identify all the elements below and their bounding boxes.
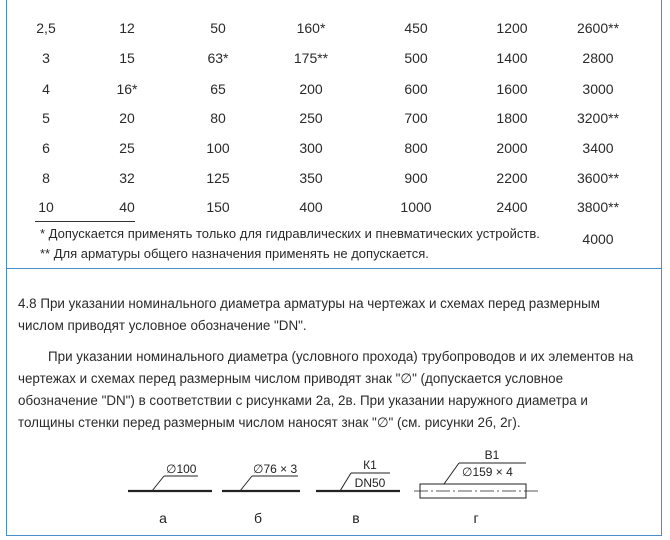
table-cell: 40	[119, 199, 135, 215]
table-cell: 900	[404, 170, 428, 186]
figure-a	[128, 462, 212, 491]
table-cell: 150	[206, 199, 230, 215]
figure-a-text: ∅100	[166, 462, 197, 476]
table-cell: 700	[404, 110, 428, 126]
table-cell: 32	[119, 170, 135, 186]
paragraph-2-line-4: толщины стенки перед размерным числом наносят знак "∅" (см. рисунки 2б, 2г).	[18, 415, 521, 430]
table-cell: 125	[206, 170, 230, 186]
table-cell: 2200	[496, 170, 528, 186]
figure-g-top-text: В1	[484, 448, 500, 462]
table-cell: 12	[119, 20, 135, 36]
table-cell: 3400	[582, 140, 614, 156]
table-cell: 600	[404, 81, 428, 97]
table-cell: 160*	[296, 20, 326, 36]
figure-b-text: ∅76 × 3	[253, 462, 298, 476]
table-cell: 175**	[293, 50, 329, 66]
table-cell: 3000	[582, 81, 614, 97]
table-cell: 400	[299, 199, 323, 215]
table-cell: 20	[119, 110, 135, 126]
table-cell: 1200	[496, 20, 528, 36]
table-cell: 1800	[496, 110, 528, 126]
table-cell: 250	[299, 110, 323, 126]
footnote-1: * Допускается применять только для гидравлических и пневматических устройств.	[40, 226, 540, 241]
table-cell: 100	[206, 140, 230, 156]
paragraph-2-line-3: обозначение "DN") в соответствии с рисунками 2а, 2в. При указании наружного диаметра и	[18, 393, 588, 408]
table-cell: 1000	[400, 199, 432, 215]
table-cell: 8	[42, 170, 50, 186]
figure-g-caption: г	[473, 510, 479, 526]
paragraph-1-line-1: 4.8 При указании номинального диаметра арматуры на чертежах и схемах перед размерным	[18, 296, 600, 311]
paragraph-2-line-2: чертежах и схемах перед размерным числом приводят знак "∅" (допускается условное	[18, 371, 564, 386]
table-cell: 800	[404, 140, 428, 156]
footnote-2: ** Для арматуры общего назначения применять не допускается.	[40, 246, 429, 261]
table-cell: 2800	[582, 50, 614, 66]
table-cell: 25	[119, 140, 135, 156]
table-cell: 50	[210, 20, 226, 36]
figure-b	[222, 462, 300, 491]
table-cell: 3800**	[576, 199, 620, 215]
table-cell: 10	[38, 199, 54, 215]
table-cell: 200	[299, 81, 323, 97]
table-cell: 450	[404, 20, 428, 36]
table-cell: 4	[42, 81, 50, 97]
table-cell: 1400	[496, 50, 528, 66]
table-cell: 5	[42, 110, 50, 126]
table-cell: 350	[299, 170, 323, 186]
table-cell: 500	[404, 50, 428, 66]
figure-g	[414, 448, 538, 498]
table-cell: 15	[119, 50, 135, 66]
table-cell: 16*	[116, 81, 138, 97]
table-cell: 3600**	[576, 170, 620, 186]
table-cell: 65	[210, 81, 226, 97]
figure-v	[316, 458, 400, 491]
paragraph-1-line-2: числом приводят условное обозначение "DN".	[18, 318, 307, 333]
table-extra-value: 4000	[582, 231, 614, 247]
table-cell: 3	[42, 50, 50, 66]
table-cell: 6	[42, 140, 50, 156]
figure-b-caption: б	[253, 510, 263, 526]
figure-v-bottom-text: DN50	[354, 476, 386, 490]
table-cell: 2,5	[36, 20, 56, 36]
figure-g-bottom-text: ∅159 × 4	[462, 465, 513, 479]
figure-v-caption: в	[352, 510, 360, 526]
table-cell: 2400	[496, 199, 528, 215]
figure-v-top-text: К1	[363, 458, 377, 472]
table-cell: 3200**	[576, 110, 620, 126]
table-cell: 80	[210, 110, 226, 126]
table-cell: 2600**	[576, 20, 620, 36]
table-cell: 63*	[207, 50, 229, 66]
table-cell: 2000	[496, 140, 528, 156]
table-cell: 300	[299, 140, 323, 156]
paragraph-2-line-1: При указании номинального диаметра (условного прохода) трубопроводов и их элементов на	[48, 349, 634, 364]
table-cell: 1600	[496, 81, 528, 97]
figure-a-caption: а	[159, 510, 167, 526]
